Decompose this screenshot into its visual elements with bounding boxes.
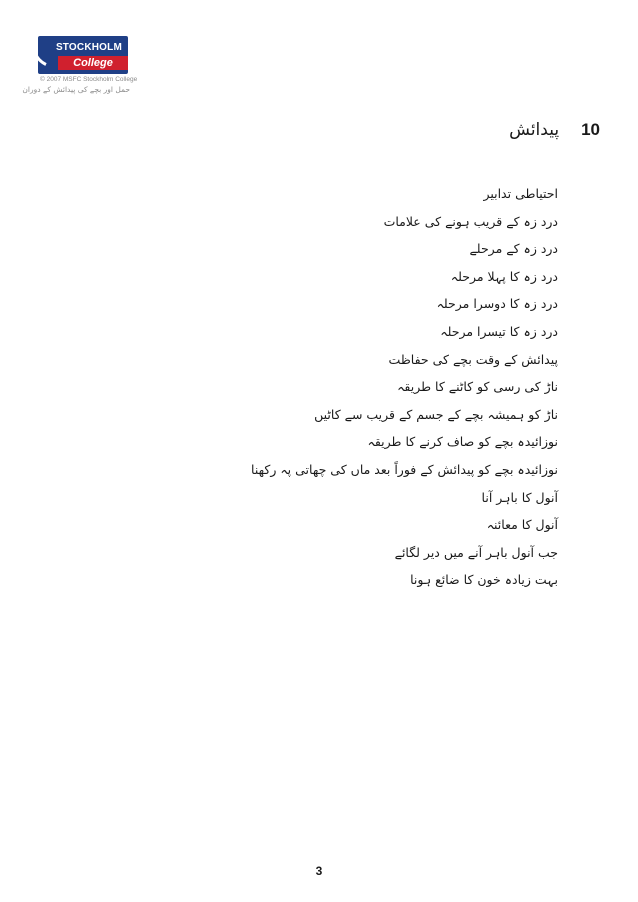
list-item: آنول کا باہر آنا <box>481 489 558 505</box>
list-item: ناڑ کی رسی کو کاٹنے کا طریقہ <box>397 379 558 395</box>
list-item: درد زہ کا دوسرا مرحلہ <box>436 296 558 312</box>
logo-subtitle: حمل اور بچے کی پیدائش کے دوران <box>22 85 130 94</box>
list-item: درد زہ کا تیسرا مرحلہ <box>440 323 558 339</box>
list-item: بہت زیادہ خون کا ضائع ہونا <box>410 572 558 588</box>
contents-list <box>251 180 558 594</box>
chapter-number: 10 <box>581 120 600 139</box>
logo-name: STOCKHOLM <box>55 42 122 53</box>
list-item: نوزائیدہ بچے کو پیدائش کے فوراً بعد ماں کی چھاتی پہ رکھنا <box>251 461 558 477</box>
college-logo <box>38 36 128 74</box>
logo-college: College <box>58 56 128 70</box>
list-item: درد زہ کے مرحلے <box>469 241 558 257</box>
list-item: درد زہ کا پہلا مرحلہ <box>450 268 558 284</box>
chapter-heading <box>509 120 600 140</box>
list-item: احتیاطی تدابیر <box>483 186 558 201</box>
chapter-title: پیدائش <box>509 120 560 140</box>
list-item: ناڑ کو ہمیشہ بچے کے جسم کے قریب سے کاٹیں <box>314 406 558 422</box>
list-item: پیدائش کے وقت بچے کی حفاظت <box>388 351 558 367</box>
list-item: درد زہ کے قریب ہونے کی علامات <box>383 213 558 229</box>
list-item: آنول کا معائنہ <box>486 517 558 533</box>
logo-badge <box>38 36 128 74</box>
list-item: نوزائیدہ بچے کو صاف کرنے کا طریقہ <box>367 434 558 450</box>
page-number: 3 <box>315 864 323 878</box>
list-item: جب آنول باہر آنے میں دیر لگائے <box>394 544 558 560</box>
copyright-text: © 2007 MSFC Stockholm College <box>40 76 138 83</box>
